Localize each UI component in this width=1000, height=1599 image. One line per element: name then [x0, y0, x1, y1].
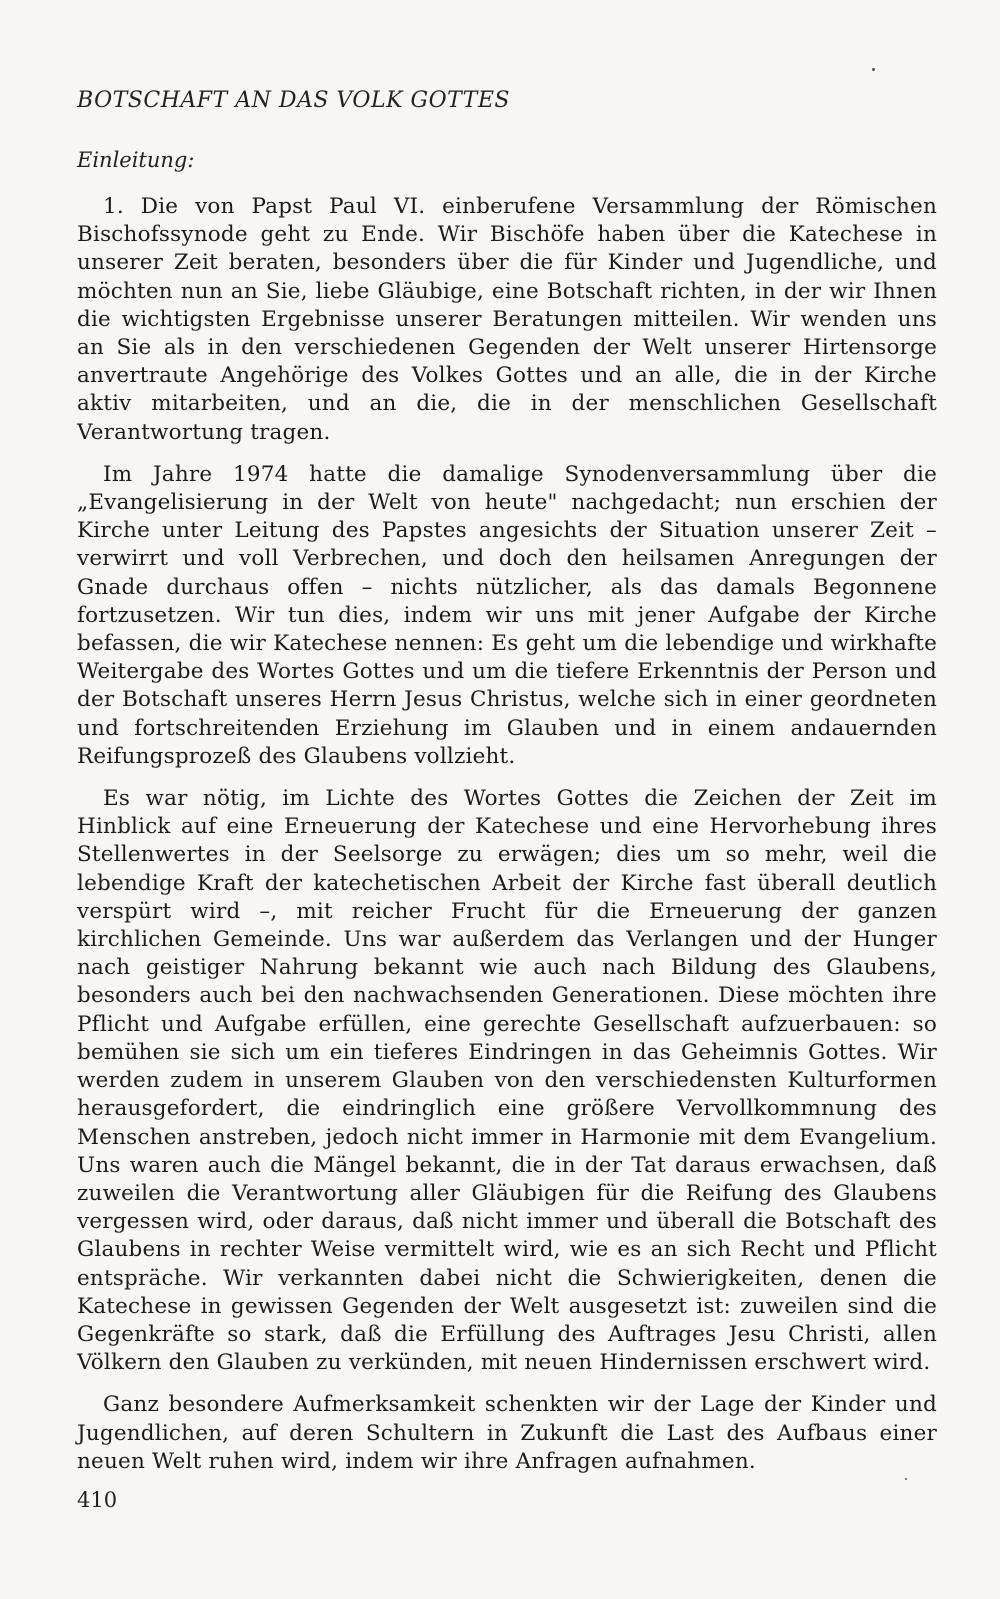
scan-speck — [872, 68, 875, 71]
scan-speck — [905, 1478, 907, 1480]
page-title: BOTSCHAFT AN DAS VOLK GOTTES — [77, 88, 510, 113]
paragraph-4: Ganz besondere Aufmerksamkeit schenkten wir der Lage der Kinder und Jugendlichen, auf deren Schultern in Zukunft die Last des Aufbaus einer neuen Welt ruhen wird, indem wir ihre Anfragen aufnahmen. — [77, 1392, 937, 1474]
section-heading: Einleitung: — [77, 148, 195, 172]
paragraph-1: 1. Die von Papst Paul VI. einberufene Versammlung der Römischen Bischofssynode geht zu Ende. Wir Bischöfe haben über die Katechese in unserer Zeit beraten, besonders über die für Kinder und Jugendliche, und möchten nun an Sie, liebe Gläubige, eine Botschaft richten, in der wir Ihnen die wichtigsten Ergebnisse unserer Beratungen mitteilen. Wir wenden uns an Sie als in den verschiedenen Gegenden der Welt unserer Hirtensorge anvertraute Angehörige des Volkes Gottes und an alle, die in der Kirche aktiv mitarbeiten, und an die, die in der menschlichen Gesellschaft Verantwortung tragen. — [77, 194, 937, 445]
page-number: 410 — [77, 1488, 118, 1512]
paragraph-3: Es war nötig, im Lichte des Wortes Gottes die Zeichen der Zeit im Hinblick auf eine Erneuerung der Katechese und eine Hervorhebung ihres Stellenwertes in der Seelsorge zu erwägen; dies um so mehr, weil die lebendige Kraft der katechetischen Arbeit der Kirche fast überall deutlich verspürt wird –, mit reicher Frucht für die Erneuerung der ganzen kirchlichen Gemeinde. Uns war außerdem das Verlangen und der Hunger nach geistiger Nahrung bekannt wie auch nach Bildung des Glaubens, besonders auch bei den nachwachsenden Generationen. Diese möchten ihre Pflicht und Aufgabe erfüllen, eine gerechte Gesellschaft aufzuerbauen: so bemühen sie sich um ein tieferes Eindringen in das Geheimnis Gottes. Wir werden zudem in unserem Glauben von den verschiedensten Kulturformen herausgefordert, die eindringlich eine größere Vervollkommnung des Menschen anstreben, jedoch nicht immer in Harmonie mit dem Evangelium. Uns waren auch die Mängel bekannt, die in der Tat daraus erwachsen, daß zuweilen die Verantwortung aller Gläubigen für die Reifung des Glaubens vergessen wird, oder daraus, daß nicht immer und überall die Botschaft des Glaubens in rechter Weise vermittelt wird, wie es an sich Recht und Pflicht entspräche. Wir verkannten dabei nicht die Schwierigkeiten, denen die Katechese in gewissen Gegenden der Welt ausgesetzt ist: zuweilen sind die Gegenkräfte so stark, daß die Erfüllung des Auftrages Jesu Christi, allen Völkern den Glauben zu verkünden, mit neuen Hindernissen erschwert wird. — [77, 786, 937, 1376]
body-text — [77, 193, 937, 1490]
paragraph-2: Im Jahre 1974 hatte die damalige Synodenversammlung über die „Evangelisierung in der Welt von heute" nachgedacht; nun erschien der Kirche unter Leitung des Papstes angesichts der Situation unserer Zeit – verwirrt und voll Verbrechen, und doch den heilsamen Anregungen der Gnade durchaus offen – nichts nützlicher, als das damals Begonnene fortzusetzen. Wir tun dies, indem wir uns mit jener Aufgabe der Kirche befassen, die wir Katechese nennen: Es geht um die lebendige und wirkhafte Weitergabe des Wortes Gottes und um die tiefere Erkenntnis der Person und der Botschaft unseres Herrn Jesus Christus, welche sich in einer geordneten und fortschreitenden Erziehung im Glauben und in einem andauernden Reifungsprozeß des Glaubens vollzieht. — [77, 461, 937, 769]
